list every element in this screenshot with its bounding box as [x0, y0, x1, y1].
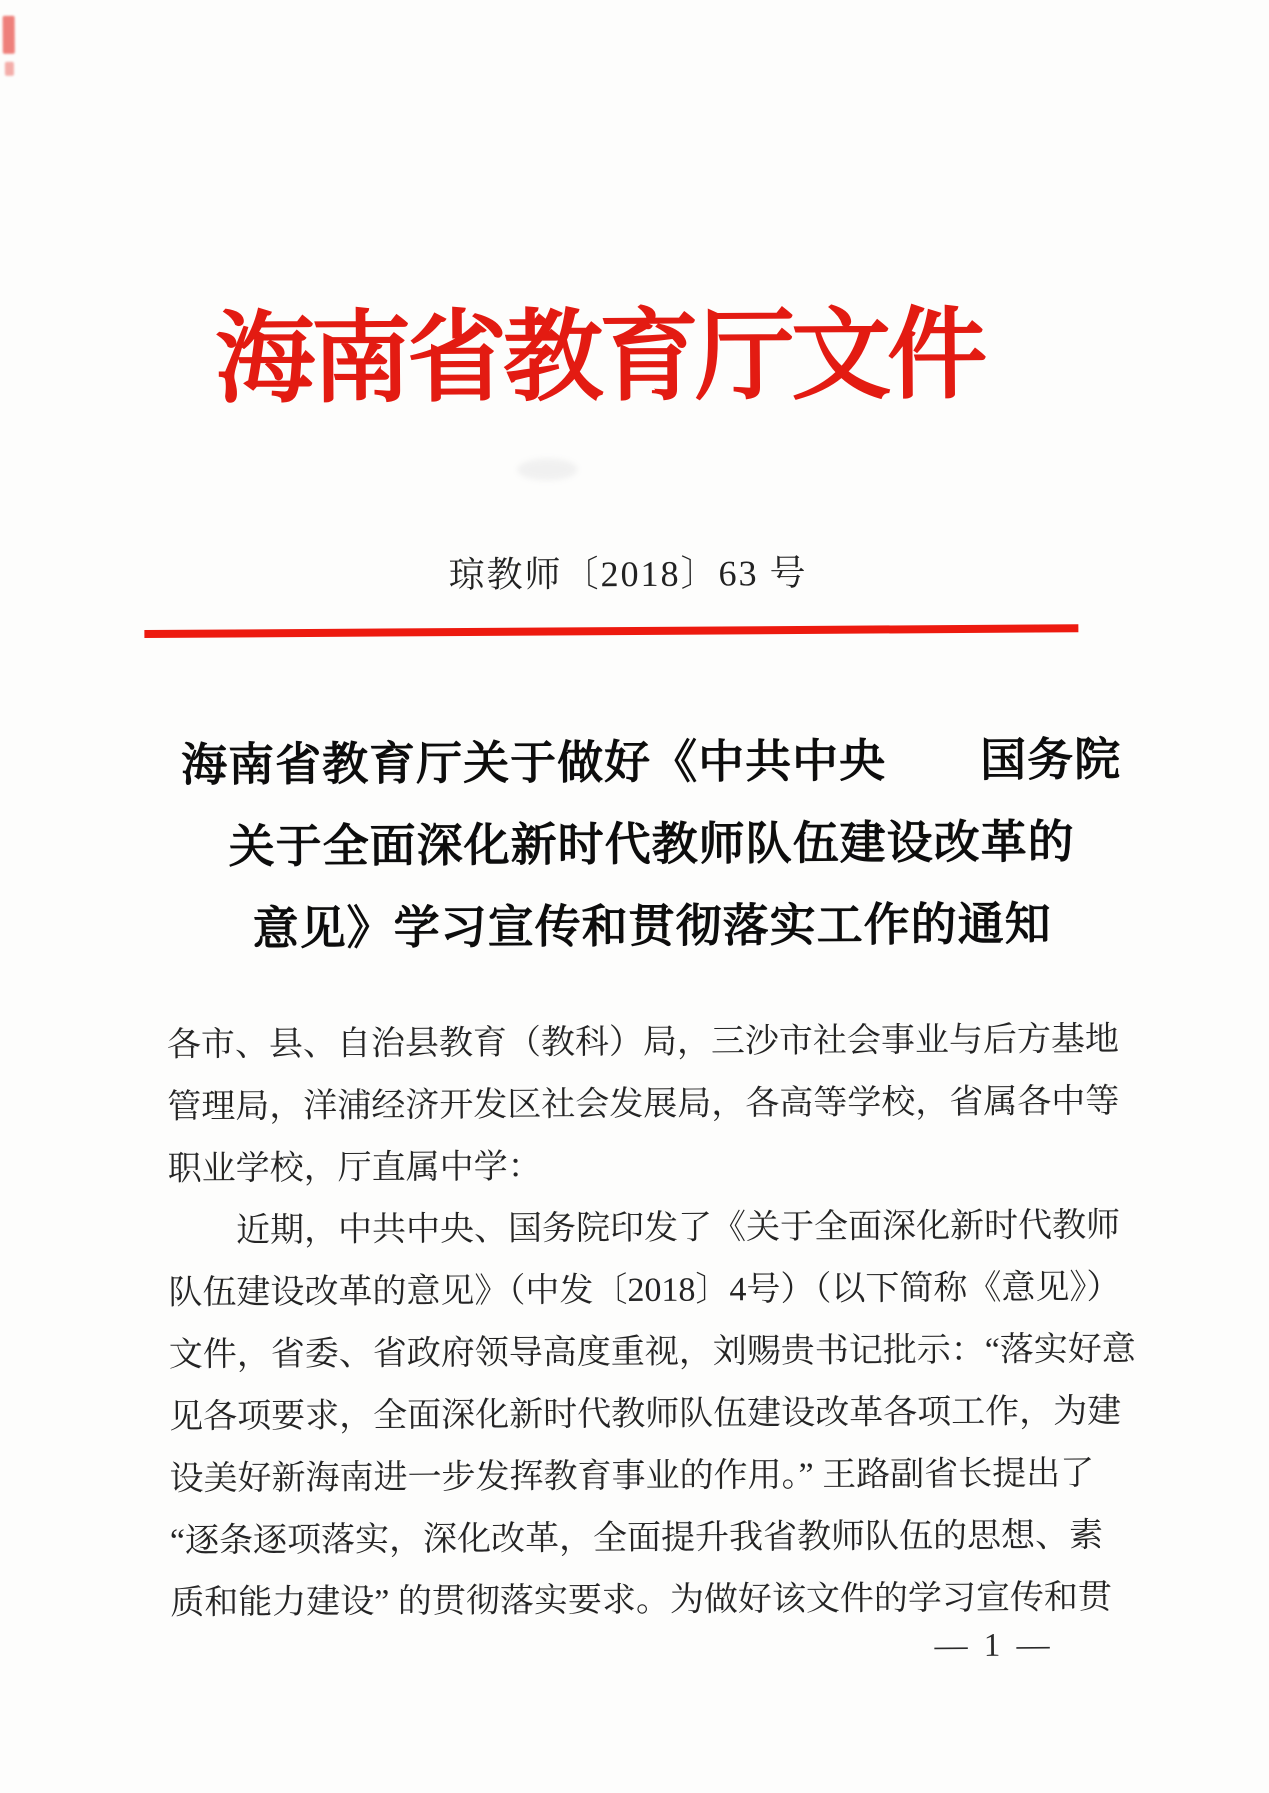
- title-line: 关于全面深化新时代教师队伍建设改革的: [228, 816, 1075, 873]
- title-line: 海南省教育厅关于做好《中共中央 国务院: [181, 734, 1122, 791]
- agency-name-header: 海南省教育厅文件: [214, 299, 984, 416]
- scan-artifact: [3, 16, 15, 54]
- body-line: 职业学校，厅直属中学：: [167, 1148, 542, 1188]
- body-line: 质和能力建设” 的贯彻落实要求。为做好该文件的学习宣传和贯: [170, 1579, 1112, 1622]
- title-line: 意见》学习宣传和贯彻落实工作的通知: [252, 898, 1052, 955]
- document-title: [151, 719, 1152, 971]
- page-number: — 1 —: [934, 1627, 1054, 1665]
- body-line: 管理局，洋浦经济开发区社会发展局，各高等学校，省属各中等: [167, 1083, 1120, 1126]
- body-line: 设美好新海南进一步发挥教育事业的作用。” 王路副省长提出了: [169, 1455, 1095, 1498]
- document-body: [167, 1009, 1171, 1635]
- body-line: 各市、县、自治县教育（教科）局，三沙市社会事业与后方基地: [166, 1021, 1119, 1064]
- document-number: 琼教师〔2018〕63 号: [448, 552, 808, 596]
- body-line: 近期，中共中央、国务院印发了《关于全面深化新时代教师: [167, 1207, 1121, 1250]
- body-line: 见各项要求，全面深化新时代教师队伍建设改革各项工作，为建: [169, 1393, 1122, 1436]
- red-divider-line: [144, 624, 1078, 638]
- body-line: “逐条逐项落实，深化改革，全面提升我省教师队伍的思想、素: [169, 1517, 1104, 1560]
- scan-smudge: [517, 458, 577, 480]
- scan-artifact: [5, 62, 14, 76]
- body-line: 文件，省委、省政府领导高度重视，刘赐贵书记批示：“落实好意: [168, 1330, 1136, 1374]
- body-line: 队伍建设改革的意见》（中发〔2018〕4号）（以下简称《意见》）: [168, 1269, 1121, 1312]
